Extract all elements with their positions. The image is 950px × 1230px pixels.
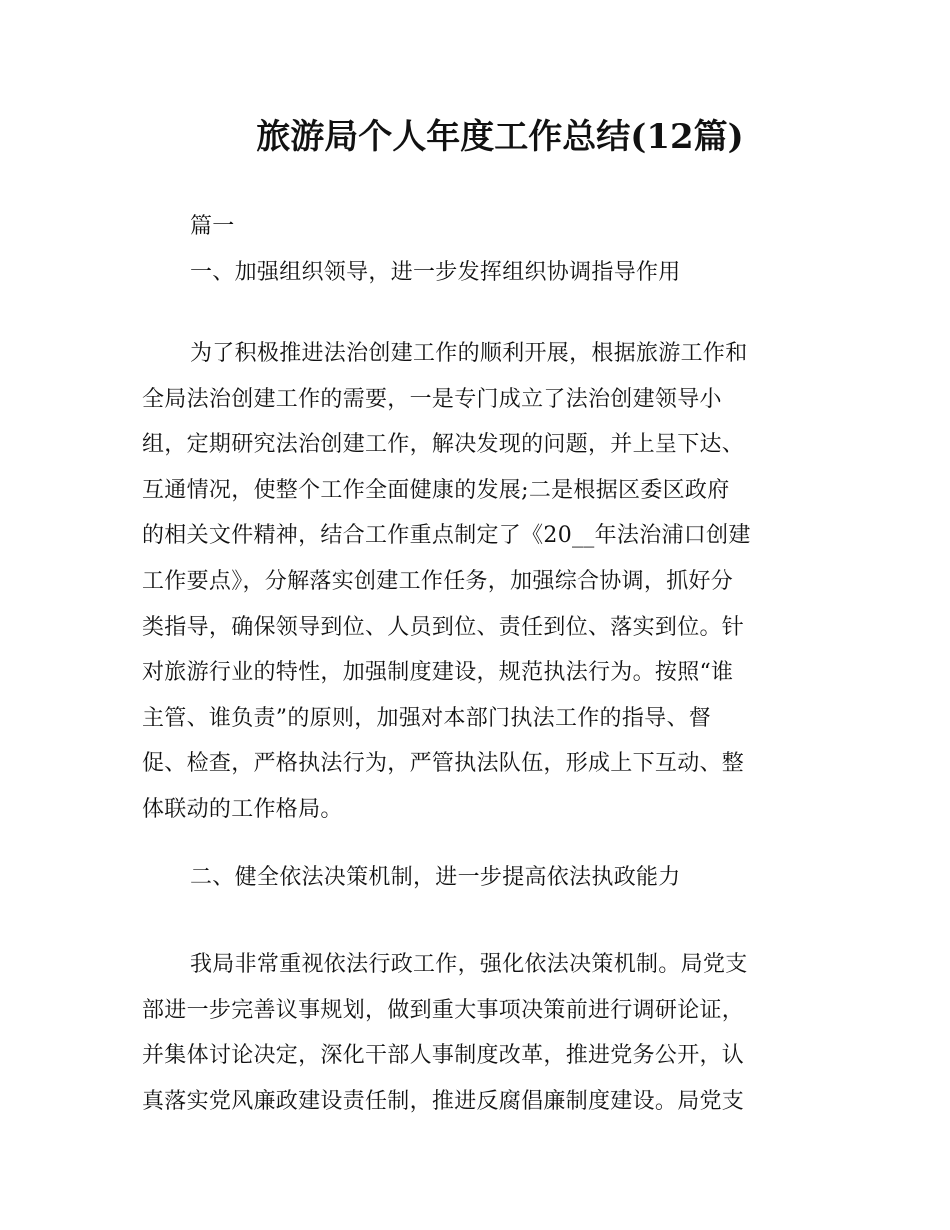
paragraph-line: 我局非常重视依法行政工作，强化依法决策机制。局党支 [190,952,748,977]
paragraph-line: 真落实党风廉政建设责任制，推进反腐倡廉制度建设。局党支 [142,1088,745,1114]
paragraph-line: 全局法治创建工作的需要，一是专门成立了法治创建领导小 [142,386,722,412]
paragraph-line: 互通情况，使整个工作全面健康的发展;二是根据区委区政府 [142,477,730,503]
paragraph-2 [142,942,822,1124]
paragraph-line: 主管、谁负责”的原则，加强对本部门执法工作的指导、督 [142,705,712,731]
paragraph-line: 工作要点》，分解落实创建工作任务，加强综合协调，抓好分 [142,568,734,594]
document-title: 旅游局个人年度工作总结(12篇) [256,117,744,157]
heading-2: 二、健全依法决策机制，进一步提高依法执政能力 [190,865,681,890]
paragraph-line: 并集体讨论决定，深化干部人事制度改革，推进党务公开，认 [142,1043,745,1069]
section-header-block [142,204,822,295]
heading-1: 一、加强组织领导，进一步发挥组织协调指导作用 [190,259,681,285]
paragraph-line: 体联动的工作格局。 [142,796,343,822]
paragraph-1 [142,331,822,833]
paragraph-line: 组，定期研究法治创建工作，解决发现的问题，并上呈下达、 [142,432,745,458]
paragraph-line: 为了积极推进法治创建工作的顺利开展，根据旅游工作和 [190,341,748,366]
paragraph-line: 促、检查，严格执法行为，严管执法队伍，形成上下互动、整 [142,751,745,777]
paragraph-line: 的相关文件精神，结合工作重点制定了《20__年法治浦口创建 [142,523,751,549]
paragraph-line: 部进一步完善议事规划，做到重大事项决策前进行调研论证， [142,997,745,1023]
heading-2-block [142,855,822,901]
paragraph-line: 类指导，确保领导到位、人员到位、责任到位、落实到位。针 [142,614,745,640]
section-label: 篇一 [190,214,235,239]
paragraph-line: 对旅游行业的特性，加强制度建设，规范执法行为。按照“谁 [142,660,734,686]
